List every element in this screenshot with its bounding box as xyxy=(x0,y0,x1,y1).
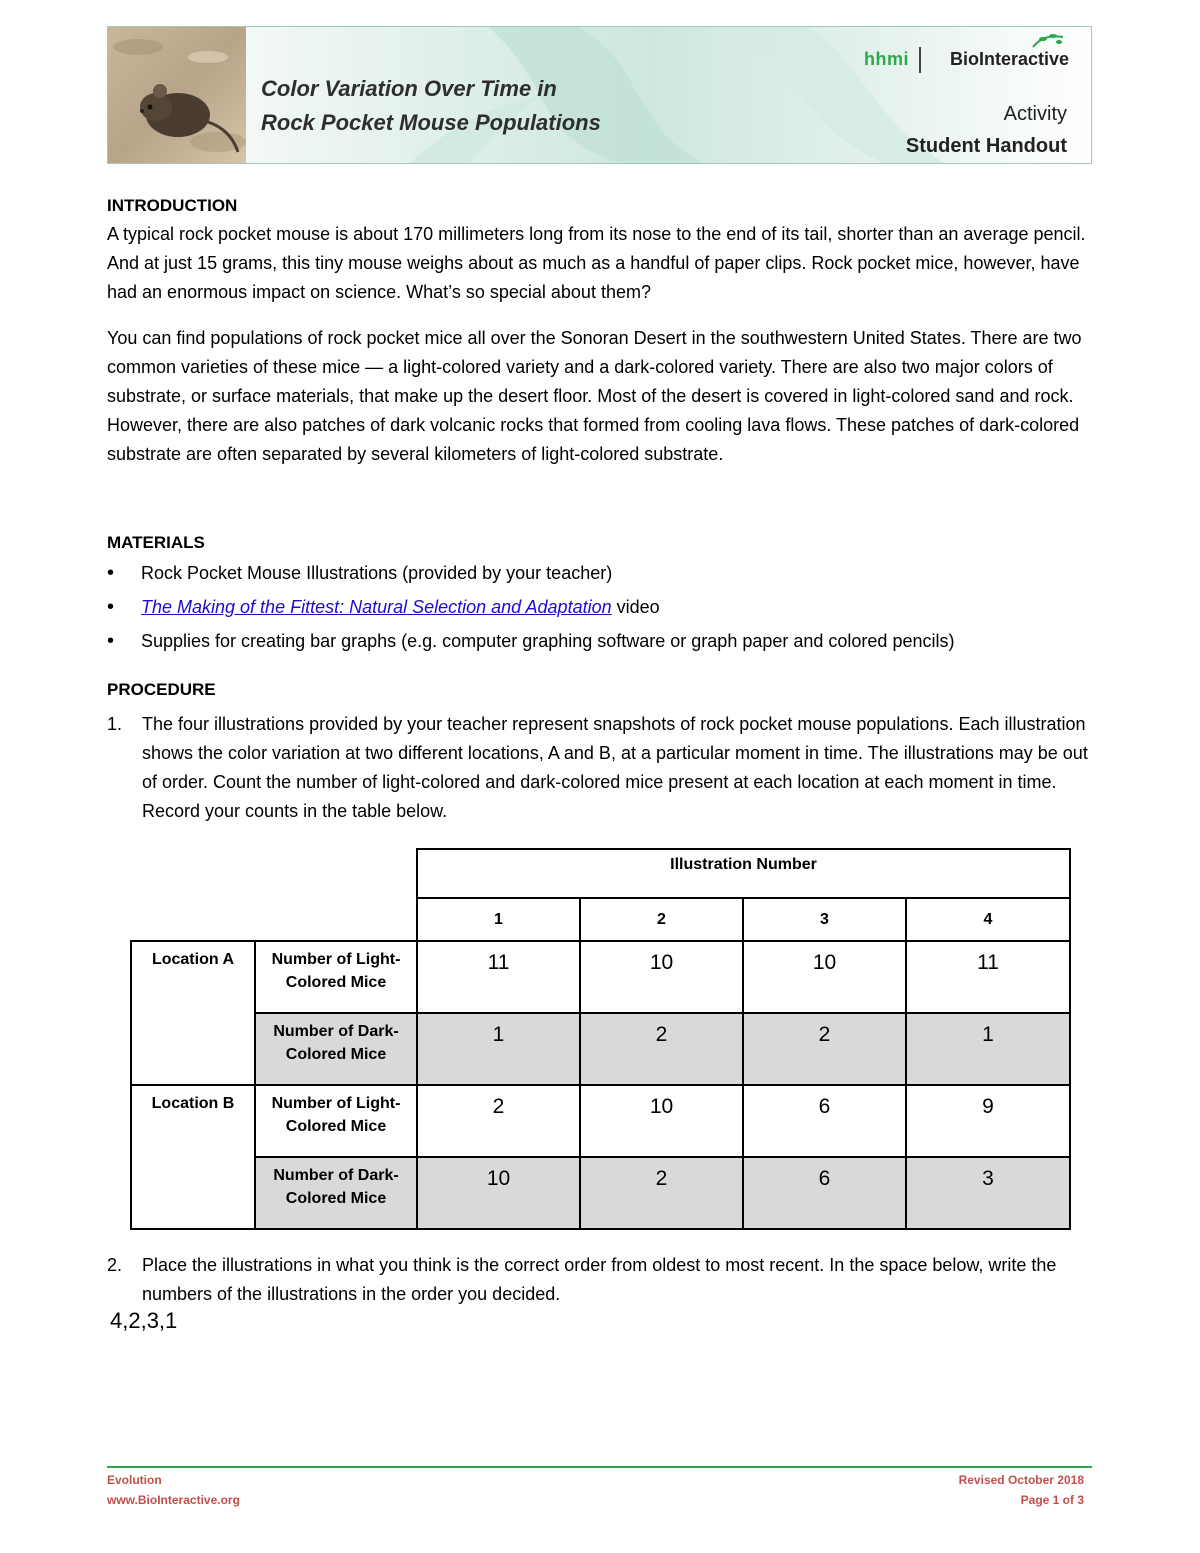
procedure-step-1 xyxy=(107,710,1092,826)
step-number: 1. xyxy=(107,714,123,734)
biointeractive-logo: BioInteractive xyxy=(949,49,1069,69)
footer-divider xyxy=(107,1466,1092,1468)
mouse-photo xyxy=(108,27,246,163)
materials-item-text: Supplies for creating bar graphs (e.g. computer graphing software or graph paper and colored pencils) xyxy=(141,631,955,651)
table-cell: 2 xyxy=(743,1013,906,1085)
step-number: 2. xyxy=(107,1255,123,1275)
footer-page-number: Page 1 of 3 xyxy=(1020,1493,1084,1507)
table-cell: 9 xyxy=(906,1085,1070,1157)
procedure-section xyxy=(107,680,1092,700)
procedure-step-2 xyxy=(107,1251,1092,1309)
table-cell: 11 xyxy=(906,941,1070,1013)
table-empty-cell xyxy=(131,898,255,941)
table-cell: 2 xyxy=(580,1157,743,1229)
table-cell: 2 xyxy=(417,1085,580,1157)
materials-item xyxy=(107,590,1092,624)
table-cell: 1 xyxy=(417,1013,580,1085)
title-line-1: Color Variation Over Time in xyxy=(261,76,557,101)
table-row xyxy=(131,941,1070,1013)
document-type: Activity xyxy=(1003,103,1067,125)
document-audience: Student Handout xyxy=(905,135,1067,157)
introduction-paragraph-1: A typical rock pocket mouse is about 170 millimeters long from its nose to the end of its tail, shorter than an average pencil. And at just 15 grams, this tiny mouse weighs about as much as a handful of paper clips. Rock pocket mice, however, have had an enormous impact on science. What’s so special about them? xyxy=(107,224,1086,302)
procedure-heading: PROCEDURE xyxy=(107,680,216,699)
table-cell: 1 xyxy=(906,1013,1070,1085)
table-column-header: 1 xyxy=(417,898,580,941)
materials-item-text: Rock Pocket Mouse Illustrations (provided by your teacher) xyxy=(141,563,613,583)
title-line-2: Rock Pocket Mouse Populations xyxy=(261,110,601,135)
introduction-section xyxy=(107,196,1092,469)
materials-heading: MATERIALS xyxy=(107,533,205,552)
table-empty-cell xyxy=(255,849,417,898)
table-row xyxy=(131,1157,1070,1229)
hhmi-logo: hhmi xyxy=(864,49,909,69)
location-b-label: Location B xyxy=(131,1085,255,1229)
table-column-header: 4 xyxy=(906,898,1070,941)
materials-item-suffix: video xyxy=(611,597,660,617)
dark-colored-label: Number of Dark-Colored Mice xyxy=(255,1157,417,1229)
table-cell: 10 xyxy=(743,941,906,1013)
table-cell: 11 xyxy=(417,941,580,1013)
table-empty-cell xyxy=(255,898,417,941)
introduction-paragraph-2: You can find populations of rock pocket mice all over the Sonoran Desert in the southwestern United States. There are two common varieties of these mice — a light-colored variety and a dark-colored variety. There are also two major colors of substrate, or surface materials, that make up the desert floor. Most of the desert is covered in light-colored sand and rock. However, there are also patches of dark volcanic rocks that formed from cooling lava flows. These patches of dark-colored substrate are often separated by several kilometers of light-colored substrate. xyxy=(107,328,1082,464)
table-cell: 3 xyxy=(906,1157,1070,1229)
fittest-video-link[interactable]: The Making of the Fittest: Natural Selection and Adaptation xyxy=(141,597,612,617)
table-row xyxy=(131,1013,1070,1085)
order-answer-field[interactable]: 4,2,3,1 xyxy=(110,1308,178,1333)
materials-item xyxy=(107,624,1092,658)
light-colored-label: Number of Light-Colored Mice xyxy=(255,1085,417,1157)
location-a-label: Location A xyxy=(131,941,255,1085)
table-cell: 2 xyxy=(580,1013,743,1085)
step-text: Place the illustrations in what you think is the correct order from oldest to most recent. In the space below, write the numbers of the illustrations in the order you decided. xyxy=(142,1255,1057,1304)
introduction-heading: INTRODUCTION xyxy=(107,196,238,215)
table-empty-cell xyxy=(131,849,255,898)
footer-revised: Revised October 2018 xyxy=(958,1473,1084,1487)
table-cell: 10 xyxy=(417,1157,580,1229)
dark-colored-label: Number of Dark-Colored Mice xyxy=(255,1013,417,1085)
step-text: The four illustrations provided by your teacher represent snapshots of rock pocket mouse populations. Each illustration shows the color variation at two different locations, A and B, at a particular moment in time. The illustrations may be out of order. Count the number of light-colored and dark-colored mice present at each location at each moment in time. Record your counts in the table below. xyxy=(142,714,1088,821)
materials-list xyxy=(107,556,1092,658)
footer-right xyxy=(959,1470,1084,1510)
materials-section xyxy=(107,533,1092,553)
table-cell: 6 xyxy=(743,1085,906,1157)
table-column-header: 2 xyxy=(580,898,743,941)
mouse-count-table xyxy=(130,848,1071,1230)
table-cell: 6 xyxy=(743,1157,906,1229)
table-row xyxy=(131,1085,1070,1157)
table-cell: 10 xyxy=(580,1085,743,1157)
table-header-illustration-number: Illustration Number xyxy=(417,849,1070,898)
footer-left xyxy=(107,1470,240,1510)
logo-divider xyxy=(919,47,921,73)
table-cell: 10 xyxy=(580,941,743,1013)
footer-unit: Evolution xyxy=(107,1473,162,1487)
footer-website-link[interactable]: www.BioInteractive.org xyxy=(107,1493,240,1507)
table-column-header: 3 xyxy=(743,898,906,941)
light-colored-label: Number of Light-Colored Mice xyxy=(255,941,417,1013)
document-title xyxy=(261,72,601,140)
biointeractive-sprig-icon xyxy=(1029,31,1069,51)
header-banner xyxy=(107,26,1092,164)
materials-item xyxy=(107,556,1092,590)
